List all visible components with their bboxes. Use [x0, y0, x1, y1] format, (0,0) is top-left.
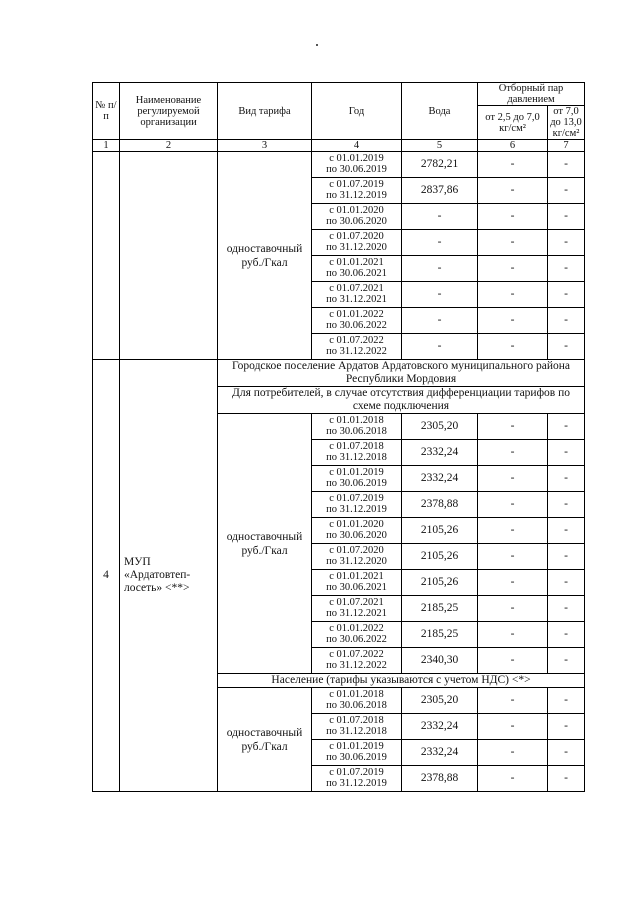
tariff-type-cell: одноставочный руб./Гкал — [218, 152, 312, 360]
period-cell — [312, 544, 402, 570]
column-index-cell: 3 — [218, 140, 312, 152]
steam-low-value: - — [478, 570, 548, 596]
period-from: с 01.01.2022 — [329, 623, 384, 634]
steam-low-value: - — [478, 308, 548, 334]
period-cell — [312, 570, 402, 596]
scan-dot — [316, 44, 318, 46]
steam-high-value: - — [548, 622, 585, 648]
steam-high-value: - — [548, 570, 585, 596]
period-from: с 01.01.2020 — [329, 205, 384, 216]
steam-high-value: - — [548, 466, 585, 492]
water-value: 2378,88 — [402, 766, 478, 792]
num-cell-empty — [93, 152, 120, 360]
period-to: по 30.06.2019 — [326, 477, 387, 489]
settlement-heading: Городское поселение Ардатов Ардатовского муниципального района Республики Мордовия — [218, 360, 585, 387]
period-to: по 31.12.2019 — [326, 777, 387, 789]
period-from: с 01.07.2018 — [329, 715, 384, 726]
period-cell — [312, 414, 402, 440]
column-index-cell: 2 — [120, 140, 218, 152]
period-to: по 31.12.2019 — [326, 503, 387, 515]
period-from: с 01.01.2019 — [329, 467, 384, 478]
steam-low-value: - — [478, 230, 548, 256]
period-cell — [312, 622, 402, 648]
period-cell — [312, 596, 402, 622]
steam-low-value: - — [478, 740, 548, 766]
steam-high-value: - — [548, 492, 585, 518]
steam-low-value: - — [478, 204, 548, 230]
column-index-cell: 1 — [93, 140, 120, 152]
period-from: с 01.01.2019 — [329, 741, 384, 752]
steam-high-value: - — [548, 766, 585, 792]
steam-high-value: - — [548, 204, 585, 230]
period-to: по 31.12.2018 — [326, 451, 387, 463]
water-value: 2332,24 — [402, 714, 478, 740]
period-from: с 01.07.2019 — [329, 493, 384, 504]
steam-low-value: - — [478, 466, 548, 492]
period-to: по 30.06.2021 — [326, 581, 387, 593]
water-value: 2305,20 — [402, 414, 478, 440]
period-from: с 01.07.2020 — [329, 545, 384, 556]
period-cell — [312, 178, 402, 204]
steam-high-value: - — [548, 440, 585, 466]
period-cell — [312, 714, 402, 740]
period-cell — [312, 648, 402, 674]
period-to: по 31.12.2018 — [326, 725, 387, 737]
steam-high-value: - — [548, 740, 585, 766]
tariff-type-cell: одноставочный руб./Гкал — [218, 688, 312, 792]
period-to: по 30.06.2020 — [326, 529, 387, 541]
period-from: с 01.07.2019 — [329, 767, 384, 778]
period-from: с 01.01.2021 — [329, 257, 384, 268]
period-cell — [312, 256, 402, 282]
tariff-table — [92, 82, 585, 792]
water-value: 2332,24 — [402, 440, 478, 466]
period-cell — [312, 282, 402, 308]
water-value: 2185,25 — [402, 622, 478, 648]
period-cell — [312, 492, 402, 518]
org-name: МУП «Ардатовтеп-лосеть» <**> — [120, 360, 218, 792]
steam-high-value: - — [548, 648, 585, 674]
water-value: - — [402, 308, 478, 334]
period-cell — [312, 466, 402, 492]
steam-low-value: - — [478, 544, 548, 570]
water-value: 2105,26 — [402, 518, 478, 544]
water-value: 2105,26 — [402, 544, 478, 570]
water-value: 2378,88 — [402, 492, 478, 518]
steam-high-value: - — [548, 256, 585, 282]
steam-low-value: - — [478, 648, 548, 674]
period-from: с 01.07.2022 — [329, 649, 384, 660]
steam-high-value: - — [548, 414, 585, 440]
period-cell — [312, 740, 402, 766]
water-value: - — [402, 256, 478, 282]
period-to: по 31.12.2021 — [326, 293, 387, 305]
water-value: 2782,21 — [402, 152, 478, 178]
steam-high-value: - — [548, 230, 585, 256]
period-cell — [312, 204, 402, 230]
column-index-cell: 4 — [312, 140, 402, 152]
header-org: Наименование регулируемой организации — [120, 83, 218, 140]
section1-heading: Для потребителей, в случае отсутствия дифференциации тарифов по схеме подключения — [218, 387, 585, 414]
period-to: по 31.12.2022 — [326, 345, 387, 357]
water-value: 2185,25 — [402, 596, 478, 622]
period-from: с 01.07.2019 — [329, 179, 384, 190]
period-to: по 31.12.2021 — [326, 607, 387, 619]
water-value: - — [402, 230, 478, 256]
water-value: 2305,20 — [402, 688, 478, 714]
period-cell — [312, 766, 402, 792]
steam-high-value: - — [548, 334, 585, 360]
header-steam-high: от 7,0 до 13,0 кг/см² — [548, 106, 585, 140]
steam-high-value: - — [548, 596, 585, 622]
period-cell — [312, 152, 402, 178]
steam-low-value: - — [478, 256, 548, 282]
water-value: - — [402, 334, 478, 360]
column-index-cell: 5 — [402, 140, 478, 152]
period-from: с 01.07.2022 — [329, 335, 384, 346]
header-water: Вода — [402, 83, 478, 140]
period-from: с 01.07.2021 — [329, 283, 384, 294]
steam-low-value: - — [478, 414, 548, 440]
period-to: по 31.12.2022 — [326, 659, 387, 671]
steam-high-value: - — [548, 714, 585, 740]
header-steam-low: от 2,5 до 7,0 кг/см² — [478, 106, 548, 140]
period-to: по 31.12.2020 — [326, 555, 387, 567]
steam-high-value: - — [548, 282, 585, 308]
settlement-row — [93, 360, 585, 387]
steam-low-value: - — [478, 766, 548, 792]
tariff-type-cell: одноставочный руб./Гкал — [218, 414, 312, 674]
steam-high-value: - — [548, 688, 585, 714]
period-cell — [312, 688, 402, 714]
period-from: с 01.01.2018 — [329, 415, 384, 426]
water-value: - — [402, 282, 478, 308]
period-to: по 30.06.2020 — [326, 215, 387, 227]
table-row — [93, 152, 585, 178]
steam-low-value: - — [478, 282, 548, 308]
period-cell — [312, 518, 402, 544]
steam-high-value: - — [548, 544, 585, 570]
period-cell — [312, 440, 402, 466]
period-from: с 01.01.2021 — [329, 571, 384, 582]
period-from: с 01.07.2020 — [329, 231, 384, 242]
period-to: по 30.06.2019 — [326, 163, 387, 175]
period-cell — [312, 334, 402, 360]
steam-low-value: - — [478, 152, 548, 178]
period-cell — [312, 230, 402, 256]
period-from: с 01.07.2021 — [329, 597, 384, 608]
period-from: с 01.01.2019 — [329, 153, 384, 164]
header-tariff-type: Вид тарифа — [218, 83, 312, 140]
period-to: по 30.06.2021 — [326, 267, 387, 279]
steam-low-value: - — [478, 596, 548, 622]
water-value: 2837,86 — [402, 178, 478, 204]
period-to: по 30.06.2018 — [326, 425, 387, 437]
steam-low-value: - — [478, 178, 548, 204]
header-year: Год — [312, 83, 402, 140]
water-value: 2340,30 — [402, 648, 478, 674]
period-cell — [312, 308, 402, 334]
steam-high-value: - — [548, 178, 585, 204]
org-cell-empty — [120, 152, 218, 360]
water-value: - — [402, 204, 478, 230]
column-index-cell: 6 — [478, 140, 548, 152]
row-number: 4 — [93, 360, 120, 792]
column-index-cell: 7 — [548, 140, 585, 152]
header-num: № п/п — [93, 83, 120, 140]
steam-high-value: - — [548, 308, 585, 334]
steam-high-value: - — [548, 518, 585, 544]
period-to: по 31.12.2019 — [326, 189, 387, 201]
period-from: с 01.01.2022 — [329, 309, 384, 320]
water-value: 2332,24 — [402, 466, 478, 492]
steam-low-value: - — [478, 492, 548, 518]
water-value: 2105,26 — [402, 570, 478, 596]
period-to: по 30.06.2019 — [326, 751, 387, 763]
header-steam-group: Отборный пар давлением — [478, 83, 585, 106]
steam-high-value: - — [548, 152, 585, 178]
steam-low-value: - — [478, 440, 548, 466]
period-from: с 01.01.2018 — [329, 689, 384, 700]
steam-low-value: - — [478, 334, 548, 360]
steam-low-value: - — [478, 622, 548, 648]
section2-heading: Население (тарифы указываются с учетом НДС) <*> — [218, 674, 585, 688]
period-to: по 30.06.2022 — [326, 633, 387, 645]
period-to: по 30.06.2018 — [326, 699, 387, 711]
water-value: 2332,24 — [402, 740, 478, 766]
period-from: с 01.07.2018 — [329, 441, 384, 452]
steam-low-value: - — [478, 714, 548, 740]
steam-low-value: - — [478, 518, 548, 544]
period-to: по 30.06.2022 — [326, 319, 387, 331]
period-from: с 01.01.2020 — [329, 519, 384, 530]
period-to: по 31.12.2020 — [326, 241, 387, 253]
steam-low-value: - — [478, 688, 548, 714]
